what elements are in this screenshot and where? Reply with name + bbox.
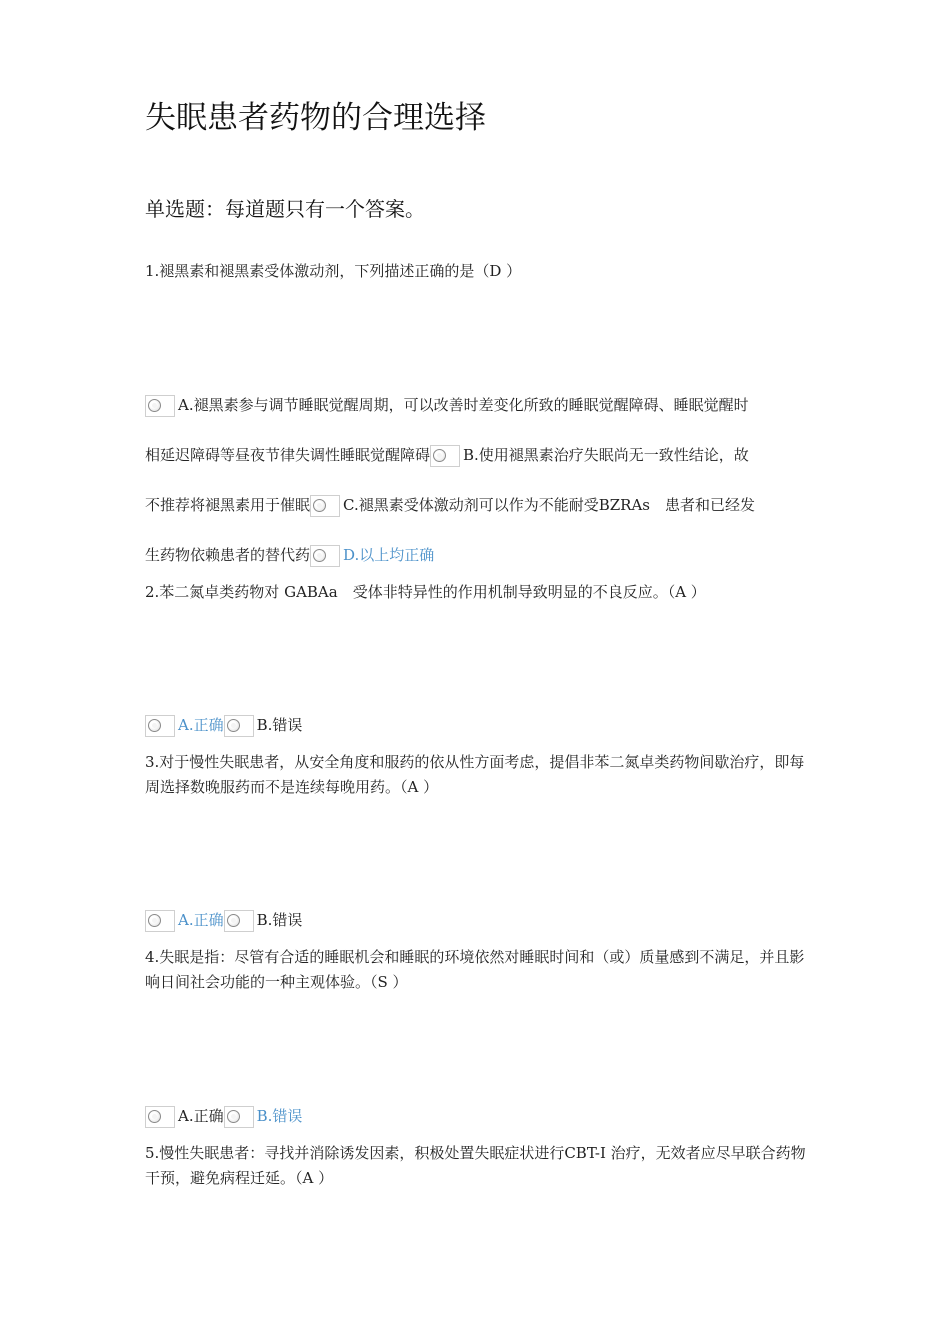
radio-icon[interactable] xyxy=(145,910,175,932)
page-title: 失眠患者药物的合理选择 xyxy=(145,100,486,136)
option-b-text: B.错误 xyxy=(256,716,303,734)
radio-icon[interactable] xyxy=(224,910,254,932)
radio-icon[interactable] xyxy=(310,495,340,517)
question-1-option-a[interactable] xyxy=(145,394,815,417)
option-c-text: C.褪黑素受体激动剂可以作为不能耐受BZRAs 患者和已经发 xyxy=(343,496,755,514)
option-d-text-selected: D.以上均正确 xyxy=(343,546,435,564)
radio-icon[interactable] xyxy=(145,715,175,737)
option-b-text-selected: B.错误 xyxy=(256,1107,303,1125)
radio-icon[interactable] xyxy=(224,715,254,737)
question-1-option-b[interactable] xyxy=(145,444,815,467)
option-c-text-cont: 生药物依赖患者的替代药 xyxy=(145,546,311,564)
instructions: 单选题：每道题只有一个答案。 xyxy=(145,197,425,221)
option-b-text-cont: 不推荐将褪黑素用于催眠 xyxy=(145,496,311,514)
question-5-text: 5.慢性失眠患者：寻找并消除诱发因素，积极处置失眠症状进行CBT-I 治疗，无效者应尽早联合药物干预，避免病程迁延。（A ） xyxy=(145,1144,806,1187)
radio-icon[interactable] xyxy=(145,395,175,417)
option-a-text: A.正确 xyxy=(178,1107,224,1125)
question-2-text: 2.苯二氮卓类药物对 GABAa 受体非特异性的作用机制导致明显的不良反应。（A ） xyxy=(145,583,706,601)
radio-icon[interactable] xyxy=(430,445,460,467)
radio-icon[interactable] xyxy=(145,1106,175,1128)
option-b-text: B.使用褪黑素治疗失眠尚无一致性结论，故 xyxy=(463,446,749,464)
question-2-options xyxy=(145,714,815,737)
question-3-options xyxy=(145,909,815,932)
option-b-text: B.错误 xyxy=(256,911,303,929)
question-3-text: 3.对于慢性失眠患者，从安全角度和服药的依从性方面考虑，提倡非苯二氮卓类药物间歇治疗，即每周选择数晚服药而不是连续每晚用药。（A ） xyxy=(145,753,805,796)
radio-icon[interactable] xyxy=(224,1106,254,1128)
question-4-options xyxy=(145,1105,815,1128)
radio-icon[interactable] xyxy=(310,545,340,567)
question-4-text: 4.失眠是指：尽管有合适的睡眠机会和睡眠的环境依然对睡眠时间和（或）质量感到不满足，并且影响日间社会功能的一种主观体验。（S ） xyxy=(145,948,805,991)
question-1-option-c[interactable] xyxy=(145,494,815,517)
option-a-text-selected: A.正确 xyxy=(178,716,224,734)
question-1-text: 1.褪黑素和褪黑素受体激动剂，下列描述正确的是（D ） xyxy=(145,262,522,280)
question-1-option-d[interactable] xyxy=(145,544,815,567)
option-a-text-selected: A.正确 xyxy=(178,911,224,929)
option-a-text: A.褪黑素参与调节睡眠觉醒周期，可以改善时差变化所致的睡眠觉醒障碍、睡眠觉醒时 xyxy=(178,396,749,414)
option-a-text-cont: 相延迟障碍等昼夜节律失调性睡眠觉醒障碍 xyxy=(145,446,431,464)
